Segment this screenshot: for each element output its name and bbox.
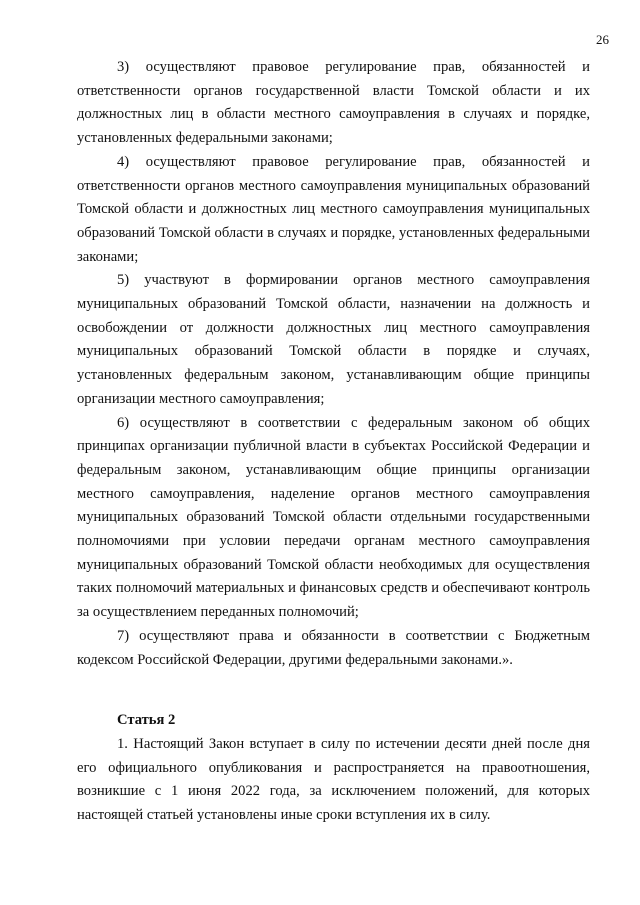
article-paragraph-1: 1. Настоящий Закон вступает в силу по истечении десяти дней после дня его официального опубликования и распространяется на правоотношения, возникшие с 1 июня 2022 года, за исключением положений, для которых настоящей статьей установлены иные сроки вступления их в силу.: [77, 735, 590, 824]
page-number: 26: [596, 32, 609, 47]
list-item-5: 5) участвуют в формировании органов местного самоуправления муниципальных образований Томской области, назначении на должность и освобождении от должности должностных лиц местного самоуправления муниципальных образований Томской области в порядке и случаях, установленных федеральным законом, устанавливающим общие принципы организации местного самоуправления;: [77, 272, 590, 407]
list-item-6: 6) осуществляют в соответствии с федеральным законом об общих принципах организации публичной власти в субъектах Российской Федерации и федеральным законом, устанавливающим общие принципы организации местного самоуправления, наделение органов местного самоуправления муниципальных образований Томской области отдельными государственными полномочиями при условии передачи органам местного самоуправления муниципальных образований Томской области необходимых для осуществления таких полномочий материальных и финансовых средств и обеспечивают контроль за осуществлением переданных полномочий;: [77, 414, 590, 621]
list-item-3: 3) осуществляют правовое регулирование прав, обязанностей и ответственности органов государственной власти Томской области и их должностных лиц в области местного самоуправления в случаях и порядке, установленных федеральными законами;: [77, 59, 590, 147]
document-text: [77, 56, 590, 828]
list-item-4: 4) осуществляют правовое регулирование прав, обязанностей и ответственности органов местного самоуправления муниципальных образований Томской области и должностных лиц местного самоуправления муниципальных образований Томской области в случаях и порядке, установленных федеральными законами;: [77, 153, 590, 265]
list-item-7: 7) осуществляют права и обязанности в соответствии с Бюджетным кодексом Российской Федерации, другими федеральными законами.».: [77, 627, 590, 668]
article-heading: Статья 2: [117, 712, 176, 729]
